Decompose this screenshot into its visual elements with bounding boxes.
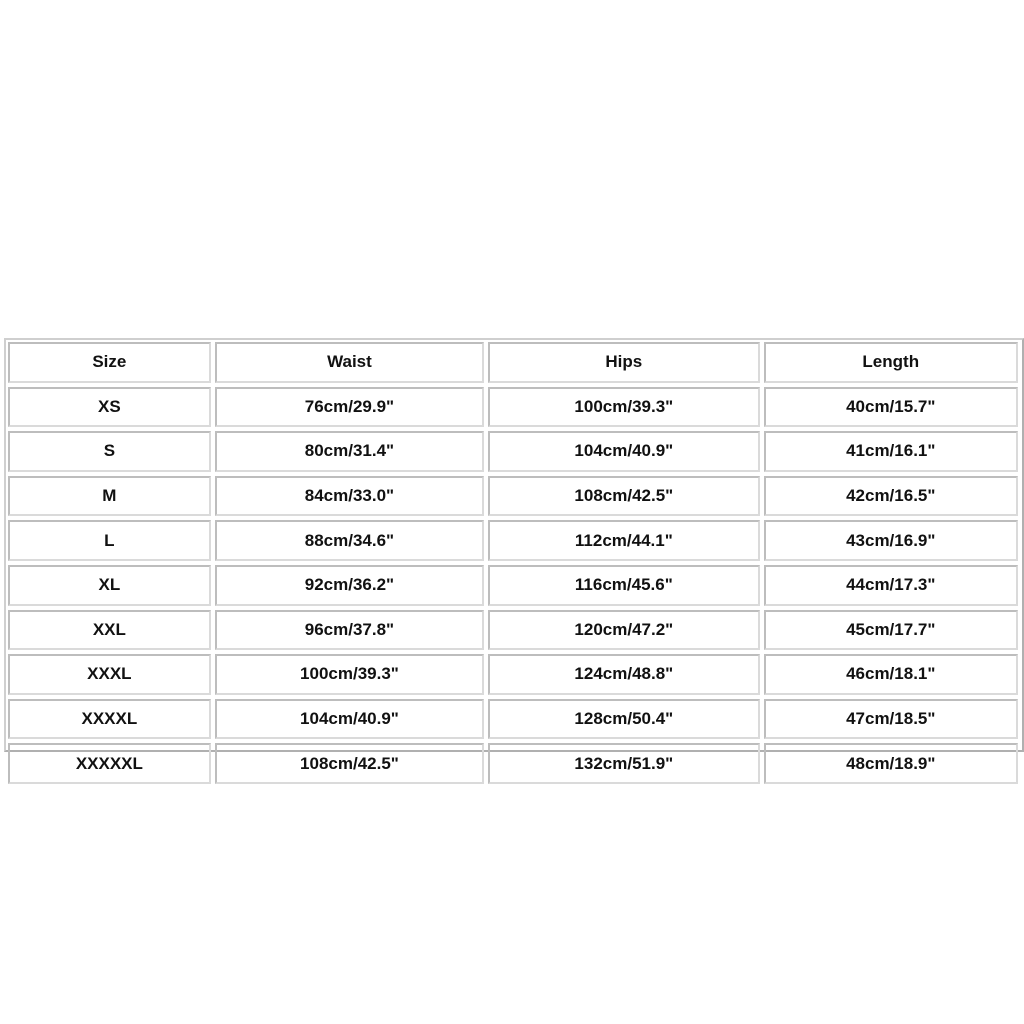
length-cell: 43cm/16.9" — [764, 520, 1018, 561]
waist-cell: 76cm/29.9" — [215, 387, 484, 428]
size-cell: S — [8, 431, 211, 472]
hips-cell: 116cm/45.6" — [488, 565, 759, 606]
table-row — [8, 565, 1018, 606]
table-row — [8, 476, 1018, 517]
waist-cell: 84cm/33.0" — [215, 476, 484, 517]
table-row — [8, 699, 1018, 740]
header-size: Size — [8, 342, 211, 383]
table-row — [8, 387, 1018, 428]
hips-cell: 100cm/39.3" — [488, 387, 759, 428]
waist-cell: 80cm/31.4" — [215, 431, 484, 472]
length-cell: 42cm/16.5" — [764, 476, 1018, 517]
header-waist: Waist — [215, 342, 484, 383]
table-row — [8, 431, 1018, 472]
length-cell: 44cm/17.3" — [764, 565, 1018, 606]
table-row — [8, 654, 1018, 695]
hips-cell: 104cm/40.9" — [488, 431, 759, 472]
length-cell: 45cm/17.7" — [764, 610, 1018, 651]
header-row — [8, 342, 1018, 383]
waist-cell: 88cm/34.6" — [215, 520, 484, 561]
table-row — [8, 743, 1018, 784]
length-cell: 40cm/15.7" — [764, 387, 1018, 428]
header-length: Length — [764, 342, 1018, 383]
size-cell: XXL — [8, 610, 211, 651]
hips-cell: 120cm/47.2" — [488, 610, 759, 651]
waist-cell: 108cm/42.5" — [215, 743, 484, 784]
table-row — [8, 520, 1018, 561]
size-table — [4, 338, 1022, 788]
hips-cell: 128cm/50.4" — [488, 699, 759, 740]
size-cell: XL — [8, 565, 211, 606]
size-cell: XS — [8, 387, 211, 428]
waist-cell: 96cm/37.8" — [215, 610, 484, 651]
hips-cell: 112cm/44.1" — [488, 520, 759, 561]
size-chart — [4, 338, 1024, 773]
length-cell: 47cm/18.5" — [764, 699, 1018, 740]
hips-cell: 132cm/51.9" — [488, 743, 759, 784]
length-cell: 46cm/18.1" — [764, 654, 1018, 695]
hips-cell: 124cm/48.8" — [488, 654, 759, 695]
waist-cell: 92cm/36.2" — [215, 565, 484, 606]
header-hips: Hips — [488, 342, 759, 383]
size-cell: L — [8, 520, 211, 561]
table-row — [8, 610, 1018, 651]
length-cell: 41cm/16.1" — [764, 431, 1018, 472]
size-cell: XXXL — [8, 654, 211, 695]
waist-cell: 100cm/39.3" — [215, 654, 484, 695]
length-cell: 48cm/18.9" — [764, 743, 1018, 784]
size-cell: XXXXL — [8, 699, 211, 740]
hips-cell: 108cm/42.5" — [488, 476, 759, 517]
size-cell: XXXXXL — [8, 743, 211, 784]
size-cell: M — [8, 476, 211, 517]
waist-cell: 104cm/40.9" — [215, 699, 484, 740]
